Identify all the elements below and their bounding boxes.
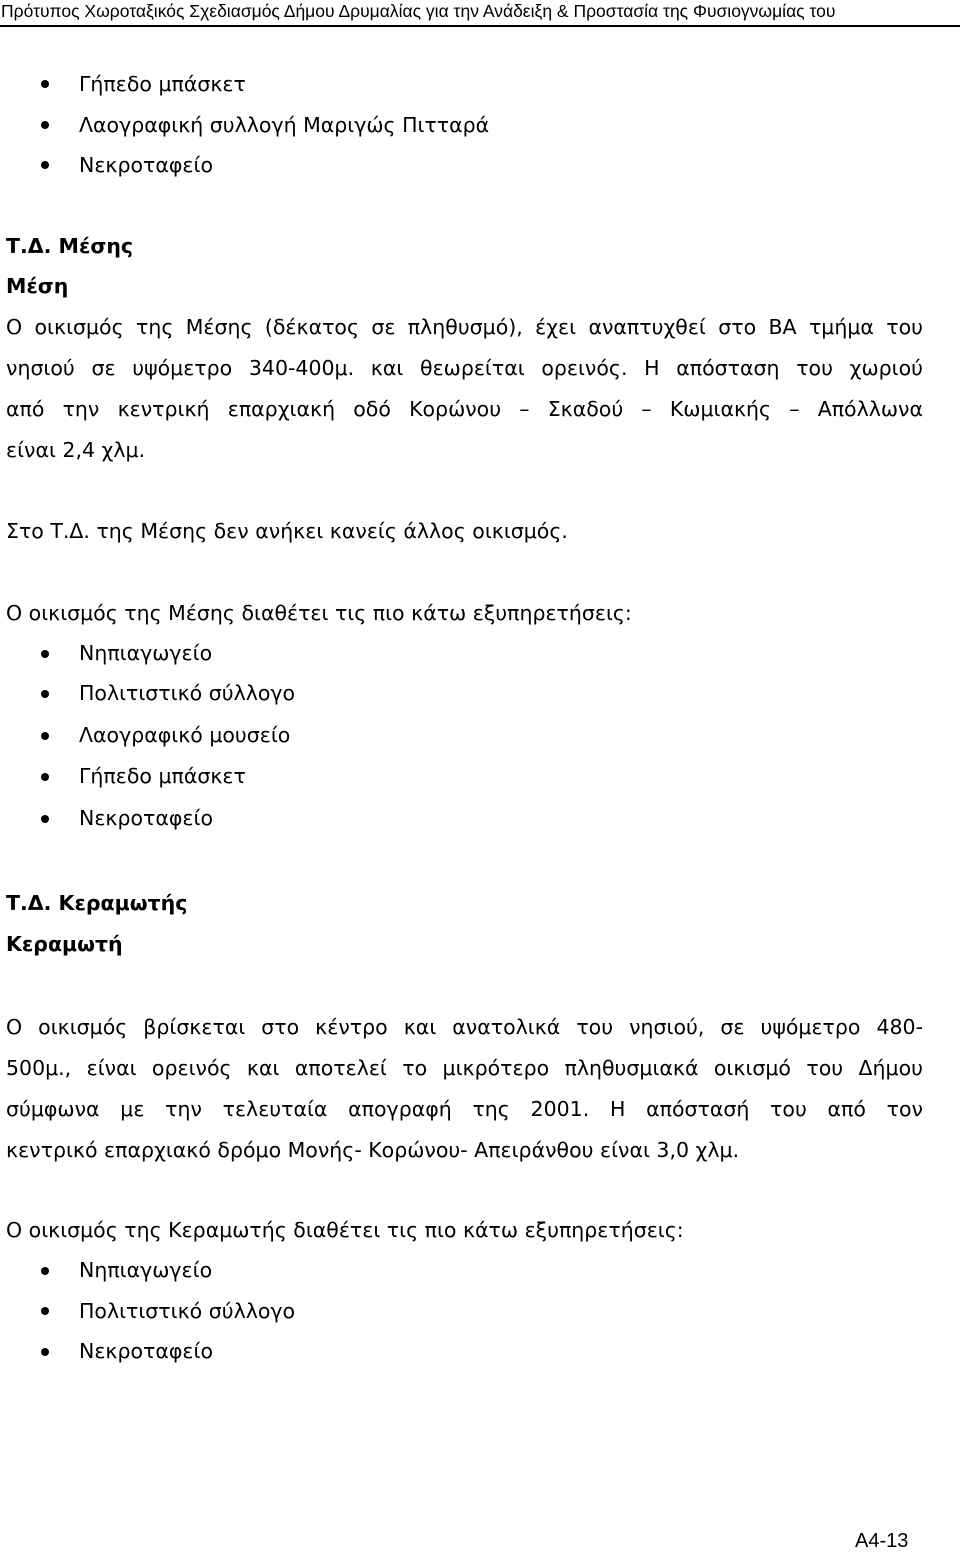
bullet-icon (41, 815, 49, 823)
list-item: Πολιτιστικό σύλλογο (79, 1299, 296, 1323)
list-item: Νηπιαγωγείο (79, 1258, 213, 1282)
bullet-icon (41, 732, 49, 740)
list-item: Νεκροταφείο (79, 1339, 213, 1363)
bullet-icon (41, 1307, 49, 1315)
paragraph-line: από την κεντρική επαρχιακή οδό Κορώνου – Σκαδού – Κωμιακής – Απόλλωνα (6, 397, 923, 421)
bullet-icon (41, 773, 49, 781)
paragraph-line: είναι 2,4 χλμ. (6, 438, 146, 462)
list-item: Νεκροταφείο (79, 153, 213, 177)
running-header: Πρότυπος Χωροταξικός Σχεδιασμός Δήμου Δρυμαλίας για την Ανάδειξη & Προστασία της Φυσιογνωμίας του (1, 1, 836, 21)
paragraph-line: νησιού σε υψόμετρο 340-400μ. και θεωρείται ορεινός. Η απόσταση του χωριού (6, 356, 923, 380)
bullet-icon (41, 690, 49, 698)
keramoti-district-heading: Τ.Δ. Κεραμωτής (6, 891, 188, 915)
paragraph-line: σύμφωνα με την τελευταία απογραφή της 2001. Η απόστασή του από τον (6, 1097, 923, 1121)
keramoti-services-intro: Ο οικισμός της Κεραμωτής διαθέτει τις πιο κάτω εξυπηρετήσεις: (6, 1218, 684, 1242)
bullet-icon (41, 161, 49, 169)
bullet-icon (41, 121, 49, 129)
mesi-district-heading: Τ.Δ. Μέσης (6, 234, 134, 258)
keramoti-settlement-heading: Κεραμωτή (6, 932, 123, 956)
bullet-icon (41, 650, 49, 658)
paragraph-line: κεντρικό επαρχιακό δρόμο Μονής- Κορώνου- Απειράνθου είναι 3,0 χλμ. (6, 1138, 740, 1162)
list-item: Νηπιαγωγείο (79, 641, 213, 665)
page-number: A4-13 (855, 1530, 909, 1552)
list-item: Νεκροταφείο (79, 806, 213, 830)
paragraph-line: Ο οικισμός βρίσκεται στο κέντρο και ανατολικά του νησιού, σε υψόμετρο 480- (6, 1015, 923, 1039)
paragraph-line: 500μ., είναι ορεινός και αποτελεί το μικρότερο πληθυσμιακά οικισμό του Δήμου (6, 1056, 923, 1080)
mesi-services-intro: Ο οικισμός της Μέσης διαθέτει τις πιο κάτω εξυπηρετήσεις: (6, 601, 632, 625)
bullet-icon (41, 1267, 49, 1275)
list-item: Λαογραφική συλλογή Μαριγώς Πιτταρά (79, 113, 490, 137)
list-item: Λαογραφικό μουσείο (79, 723, 291, 747)
mesi-description (6, 314, 923, 478)
list-item: Γήπεδο μπάσκετ (79, 764, 246, 788)
bullet-icon (41, 80, 49, 88)
bullet-icon (41, 1348, 49, 1356)
list-item: Πολιτιστικό σύλλογο (79, 681, 296, 705)
paragraph-line: Ο οικισμός της Μέσης (δέκατος σε πληθυσμό), έχει αναπτυχθεί στο ΒΑ τμήμα του (6, 315, 923, 339)
keramoti-description (6, 1014, 923, 1178)
mesi-settlement-heading: Μέση (6, 274, 69, 298)
list-item: Γήπεδο μπάσκετ (79, 72, 246, 96)
header-rule (0, 25, 960, 27)
mesi-note: Στο Τ.Δ. της Μέσης δεν ανήκει κανείς άλλος οικισμός. (6, 519, 568, 543)
